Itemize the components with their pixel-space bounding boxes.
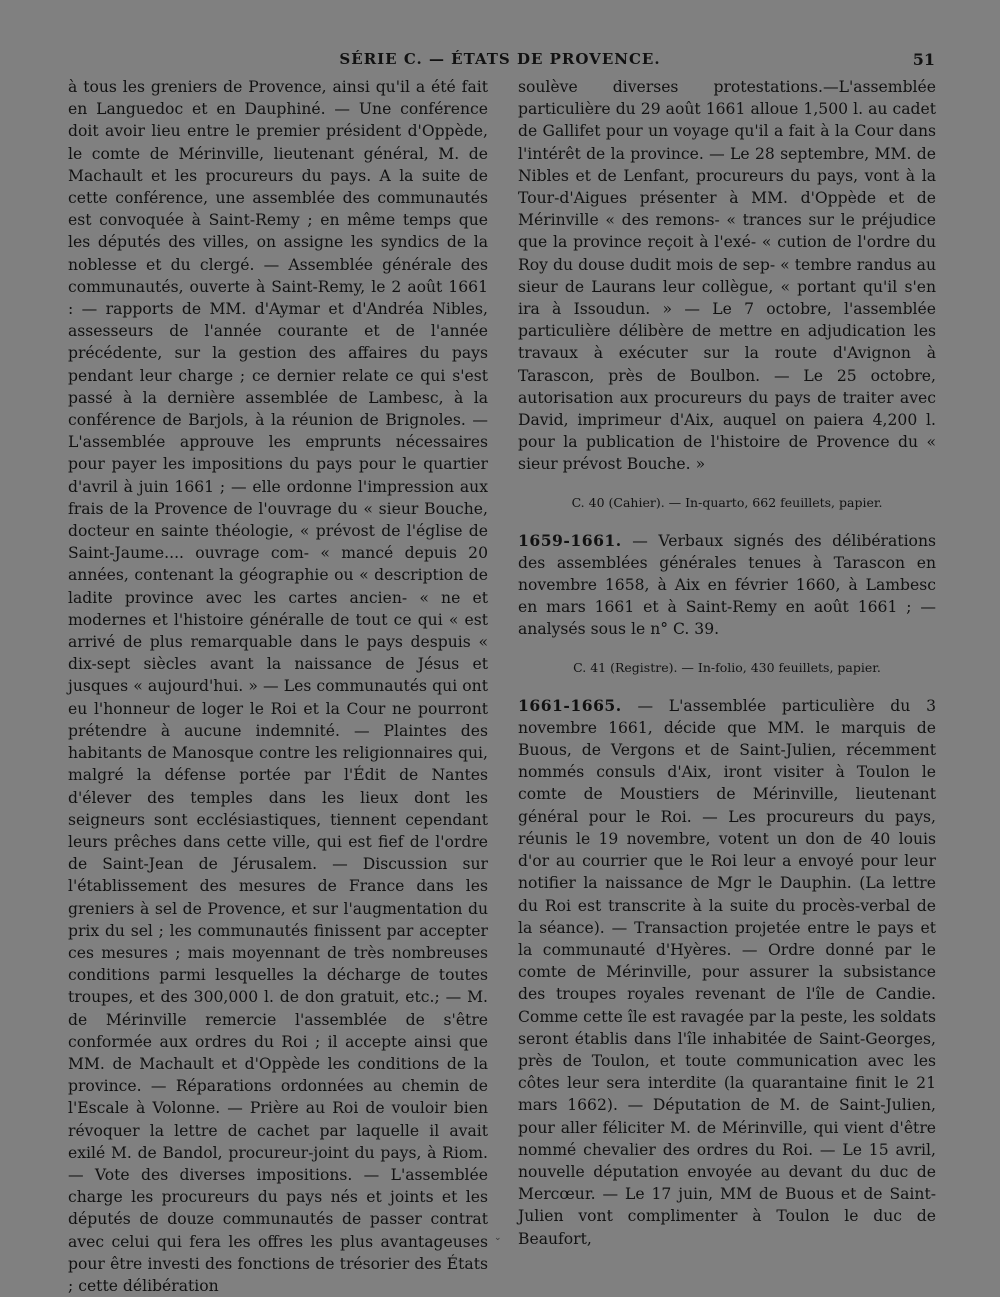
entry-date: 1659-1661. (518, 530, 622, 550)
entry-c40 (518, 530, 936, 641)
page-header (0, 50, 1000, 74)
entry-c41 (518, 695, 936, 1250)
page-ornament-mark: ⌄ (494, 1233, 502, 1243)
page-number: 51 (912, 50, 935, 69)
source-reference-c41: C. 41 (Registre). — In-folio, 430 feuillets, papier. (573, 659, 881, 675)
running-title: SÉRIE C. — ÉTATS DE PROVENCE. (339, 50, 661, 68)
source-reference-c40: C. 40 (Cahier). — In-quarto, 662 feuillets, papier. (571, 494, 883, 510)
entry-date: 1661-1665. (518, 695, 622, 715)
right-column-continuation: soulève diverses protestations.—L'assemblée particulière du 29 août 1661 alloue 1,500 l. au cadet de Gallifet pour un voyage qu'il a fait à la Cour dans l'intérêt de la province. — Le 28 septembre, MM. de Nibles et de Lenfant, procureurs du pays, vont à la Tour-d'Aigues présenter à MM. d'Oppède et de Mérinville « des remons- « trances sur le préjudice que la province reçoit à l'exé- « cution de l'ordre du Roy du douse dudit mois de sep- « tembre randus au sieur de Laurans leur collègue, « portant qu'il s'en ira à Issoudun. » — Le 7 octobre, l'assemblée particulière délibère de mettre en adjudication les travaux à exécuter sur la route d'Avignon à Tarascon, près de Boulbon. — Le 25 octobre, autorisation aux procureurs du pays de traiter avec David, imprimeur d'Aix, auquel on paiera 4,200 l. pour la publication de l'histoire de Provence du « sieur prévost Bouche. » (518, 78, 936, 474)
left-column (68, 76, 488, 1297)
right-column (518, 76, 936, 1250)
entry-text: — Verbaux signés des délibérations des assemblées générales tenues à Tarascon en novembre 1658, à Aix en février 1660, à Lambesc en mars 1661 et à Saint-Remy en août 1661 ; — analysés sous le n° C. 39. (518, 531, 936, 639)
entry-text: — L'assemblée particulière du 3 novembre 1661, décide que MM. le marquis de Buous, de Vergons et de Saint-Julien, récemment nommés consuls d'Aix, iront visiter à Toulon le comte de Moustiers de Mérinville, lieutenant général pour le Roi. — Les procureurs du pays, réunis le 19 novembre, votent un don de 40 louis d'or au courrier que le Roi leur a envoyé pour leur notifier la naissance de Mgr le Dauphin. (La lettre du Roi est transcrite à la suite du procès-verbal de la séance). — Transaction projetée entre le pays et la communauté d'Hyères. — Ordre donné par le comte de Mérinville, pour assurer la subsistance des troupes royales revenant de l'île de Candie. Comme cette île est ravagée par la peste, les soldats seront établis dans l'île inhabitée de Saint-Georges, près de Toulon, et toute communication avec les côtes leur sera interdite (la quarantaine finit le 21 mars 1662). — Députation de M. de Saint-Julien, pour aller féliciter M. de Mérinville, qui vient d'être nommé chevalier des ordres du Roi. — Le 15 avril, nouvelle députation envoyée au devant du duc de Mercœur. — Le 17 juin, MM de Buous et de Saint-Julien vont complimenter à Toulon le duc de Beaufort, (518, 696, 936, 1248)
left-column-text: à tous les greniers de Provence, ainsi qu'il a été fait en Languedoc et en Dauphiné. — Une conférence doit avoir lieu entre le premier président d'Oppède, le comte de Mérinville, lieutenant général, M. de Machault et les procureurs du pays. A la suite de cette conférence, une assemblée des communautés est convoquée à Saint-Remy ; en même temps que les députés des villes, on assigne les syndics de la noblesse et du clergé. — Assemblée générale des communautés, ouverte à Saint-Remy, le 2 août 1661 : — rapports de MM. d'Aymar et d'Andréa Nibles, assesseurs de l'année courante et de l'année précédente, sur la gestion des affaires du pays pendant leur charge ; ce dernier relate ce qui s'est passé à la dernière assemblée de Lambesc, à la conférence de Barjols, à la réunion de Brignoles. — L'assemblée approuve les emprunts nécessaires pour payer les impositions du pays pour le quartier d'avril à juin 1661 ; — elle ordonne l'impression aux frais de la Provence de l'ouvrage du « sieur Bouche, docteur en sainte théologie, « prévost de l'église de Saint-Jaume.... ouvrage com- « mancé depuis 20 années, contenant la géographie ou « description de ladite province avec les cartes ancien- « ne et modernes et l'histoire généralle de tout ce qui « est arrivé de plus remarquable dans le pays despuis « dix-sept siècles avant la naissance de Jésus et jusques « aujourd'hui. » — Les communautés qui ont eu l'honneur de loger le Roi et la Cour ne pourront prétendre à aucune indemnité. — Plaintes des habitants de Manosque contre les religionnaires qui, malgré la défense portée par l'Édit de Nantes d'élever des temples dans les lieux dont les seigneurs sont ecclésiastiques, tiennent cependant leurs prêches dans cette ville, qui est fief de l'ordre de Saint-Jean de Jérusalem. — Discussion sur l'établissement des mesures de France dans les greniers à sel de Provence, et sur l'augmentation du prix du sel ; les communautés finissent par accepter ces mesures ; mais moyennant de très nombreuses conditions parmi lesquelles la décharge de toutes troupes, et des 300,000 l. de don gratuit, etc.; — M. de Mérinville remercie l'assemblée de s'être conformée aux ordres du Roi ; il accepte ainsi que MM. de Machault et d'Oppède les conditions de la province. — Réparations ordonnées au chemin de l'Escale à Volonne. — Prière au Roi de vouloir bien révoquer la lettre de cachet par laquelle il avait exilé M. de Bandol, procureur-joint du pays, à Riom. — Vote des diverses impositions. — L'assemblée charge les procureurs du pays nés et joints et les députés de douze communautés de passer contrat avec celui qui fera les offres les plus avantageuses pour être investi des fonctions de trésorier des États ; cette délibération (68, 78, 488, 1295)
